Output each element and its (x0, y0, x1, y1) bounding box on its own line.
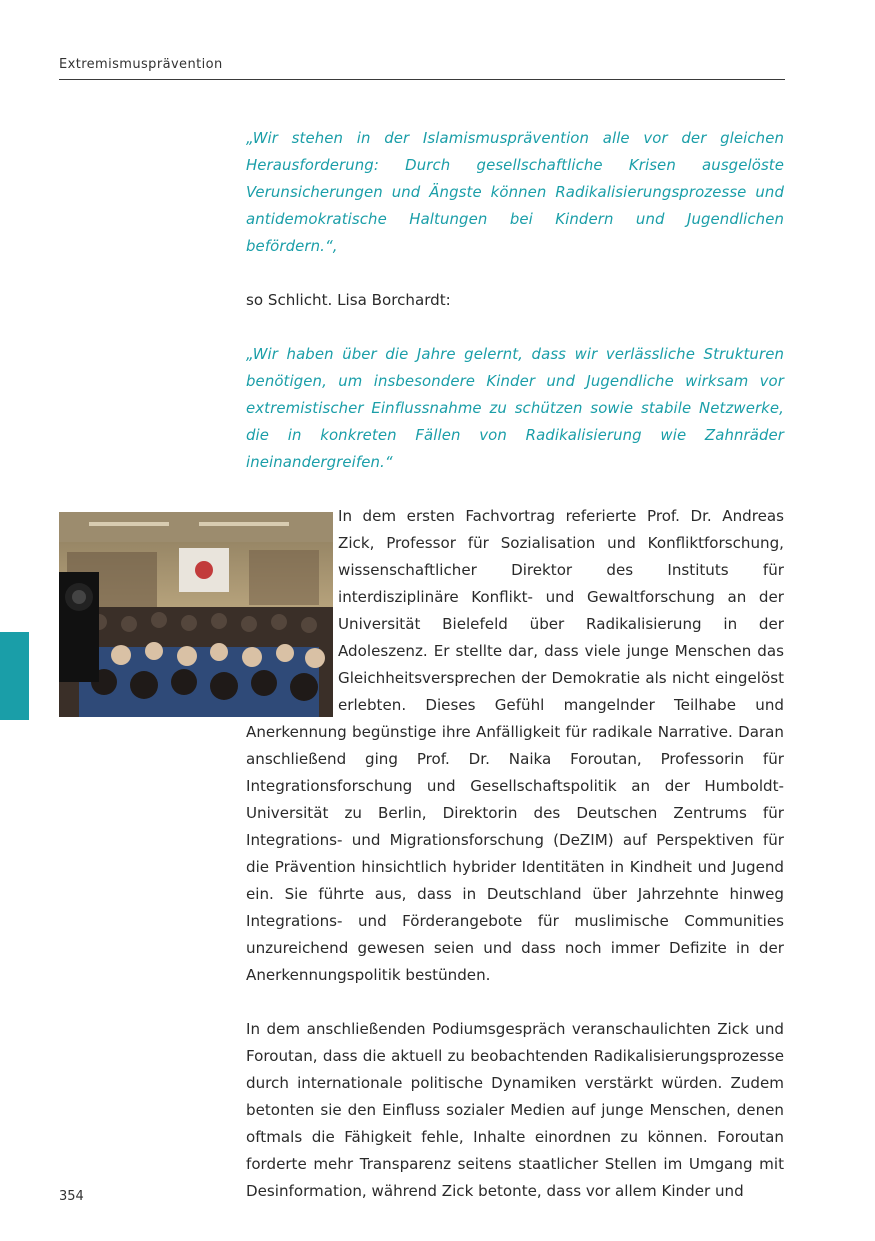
quote-borchardt: „Wir haben über die Jahre gelernt, dass wir verlässliche Strukturen benötigen, um insbesondere Kinder und Jugendliche wirksam vor extremistischer Einflussnahme zu schützen sowie stabile Netzwerke, die in konkreten Fällen von Radikalisierung wie Zahnräder ineinandergreifen.“ (246, 345, 784, 471)
chapter-tab-marker (0, 632, 29, 720)
running-title: Extremismusprävention (59, 57, 223, 72)
page-number: 354 (59, 1189, 84, 1204)
conference-photo (59, 512, 333, 717)
conference-photo-graphic (59, 512, 333, 717)
body-paragraph-podium: In dem anschließenden Podiumsgespräch veranschaulichten Zick und Foroutan, dass die aktuell zu beobachtenden Radikalisierungsprozesse durch internationale politische Dynamiken verstärkt würden. Zudem betonten sie den Einfluss sozialer Medien auf junge Menschen, denen oftmals die Fähigkeit fehle, Inhalte einordnen zu können. Foroutan forderte mehr Transparenz seitens staatlicher Stellen im Umgang mit Desinformation, während Zick betonte, dass vor allem Kinder und (246, 1020, 784, 1200)
quote-attribution: so Schlicht. Lisa Borchardt: (246, 291, 451, 309)
header-rule (59, 79, 785, 80)
quote-islamismuspraevention: „Wir stehen in der Islamismusprävention alle vor der gleichen Herausforderung: Durch gesellschaftliche Krisen ausgelöste Verunsicherungen und Ängste können Radikalisierungsprozesse und antidemokratische Haltungen bei Kindern und Jugendlichen befördern.“, (246, 129, 784, 255)
main-text-column (246, 125, 784, 1205)
body-paragraph-vortraege: In dem ersten Fachvortrag referierte Prof. Dr. Andreas Zick, Professor für Sozialisation und Konfliktforschung, wissenschaftlicher Direktor des Instituts für interdisziplinäre Konflikt- und Gewaltforschung an der Universität Bielefeld über Radikalisierung in der Adoleszenz. Er stellte dar, dass viele junge Menschen das Gleichheitsversprechen der Demokratie als nicht eingelöst erlebten. Dieses Gefühl mangelnder Teilhabe und Anerkennung begünstige ihre Anfälligkeit für radikale Narrative. Daran anschließend ging Prof. Dr. Naika Foroutan, Professorin für Integrationsforschung und Gesellschaftspolitik an der Humboldt-Universität zu Berlin, Direktorin des Deutschen Zentrums für Integrations- und Migrationsforschung (DeZIM) auf Perspektiven für die Prävention hinsichtlich hybrider Identitäten in Kindheit und Jugend ein. Sie führte aus, dass in Deutschland über Jahrzehnte hinweg Integrations- und Förderangebote für muslimische Communities unzureichend gewesen seien und dass noch immer Defizite in der Anerkennungspolitik bestünden. (246, 507, 784, 984)
